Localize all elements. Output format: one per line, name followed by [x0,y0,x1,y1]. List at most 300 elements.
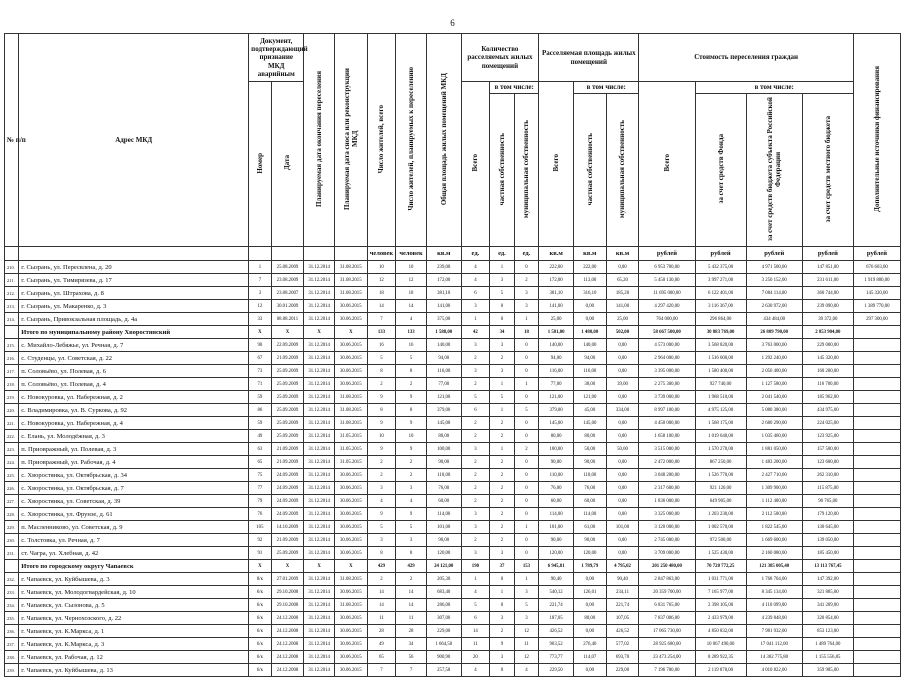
value-cell: 11 [514,638,539,651]
value-cell [853,612,900,625]
header-area-total: Всего [539,82,574,247]
value-cell: X [334,326,367,339]
row-number: 222. [5,430,19,443]
value-cell: 21.09.2009 [271,443,304,456]
value-cell: 114,00 [426,508,461,521]
value-cell: 4 [461,261,490,274]
value-cell: 133 [367,326,396,339]
address-cell: п. Масленниково, ул. Советская, д. 9 [19,521,249,534]
value-cell: 25.09.2009 [271,365,304,378]
value-cell: 4 850 832,00 [695,625,746,638]
value-cell: 222,00 [573,261,606,274]
value-cell: 160 200,00 [802,365,853,378]
row-number: 231. [5,547,19,560]
value-cell: 0 [514,482,539,495]
value-cell: 1 669 600,00 [746,534,802,547]
value-cell: 140,00 [539,339,574,352]
value-cell: 0,00 [606,469,639,482]
value-cell: 31.12.2014 [304,599,335,612]
value-cell: 190 [461,560,490,573]
value-cell: 18 [514,326,539,339]
value-cell: 31.12.2014 [304,352,335,365]
table-row [5,287,901,300]
header-planned-end: Планируемая дата окончания переселения [304,34,335,247]
value-cell: 10 [367,261,396,274]
value-cell: 34 [490,326,515,339]
value-cell: 141,00 [426,300,461,313]
value-cell: 1 [514,378,539,391]
value-cell: 321 885,00 [802,586,853,599]
header-planned-demolition: Планируемая дата сноса или реконструкции МКД [334,34,367,247]
value-cell: 5 [396,352,427,365]
value-cell: 4 975 125,00 [695,404,746,417]
value-cell: 0,00 [606,534,639,547]
value-cell: 14 [396,300,427,313]
value-cell: 141,00 [606,300,639,313]
value-cell: 0,00 [573,313,606,326]
value-cell: 3 763 000,00 [746,339,802,352]
value-cell: 5 450 130,00 [639,274,695,287]
value-cell: 1 [490,404,515,417]
row-number: 229. [5,521,19,534]
address-cell: п. Соловьёво, ул. Полевая, д. 4 [19,378,249,391]
value-cell: 426,52 [539,625,574,638]
table-row [5,300,901,313]
total-row [5,326,901,339]
value-cell [853,599,900,612]
unit-cell: ед. [461,247,490,261]
value-cell: 229,50 [539,664,574,677]
value-cell: 31.12.2014 [304,521,335,534]
value-cell: 5 [396,521,427,534]
value-cell: 21.09.2009 [271,456,304,469]
value-cell: 2 [367,573,396,586]
value-cell: 2 [461,495,490,508]
value-cell: 6 831 765,00 [639,599,695,612]
value-cell: 3 515 000,00 [639,443,695,456]
value-cell: 3 [396,534,427,547]
row-number: 217. [5,365,19,378]
value-cell: 9 [396,417,427,430]
row-number: 226. [5,482,19,495]
value-cell: 234,11 [606,586,639,599]
value-cell: 8 [367,365,396,378]
value-cell: 7 837 006,00 [639,612,695,625]
value-cell: 1 568 175,00 [695,417,746,430]
value-cell: 4 [514,664,539,677]
value-cell: 2 [367,469,396,482]
value-cell: 297 300,00 [853,313,900,326]
resettlement-table [4,33,901,677]
value-cell: 101,00 [539,521,574,534]
value-cell: 29.10.2008 [271,599,304,612]
value-cell: 31.08.2015 [334,391,367,404]
value-cell: 0,00 [573,573,606,586]
value-cell: 90,00 [573,456,606,469]
value-cell: 5 [461,599,490,612]
value-cell: 5 080 380,00 [746,404,802,417]
value-cell: 9 [396,391,427,404]
value-cell: 683,40 [426,586,461,599]
value-cell: 379,00 [539,404,574,417]
value-cell: 21.09.2009 [271,352,304,365]
page-number: 6 [450,18,455,28]
value-cell: 9 [367,391,396,404]
value-cell: 90 [249,339,271,352]
row-number: 232. [5,573,19,586]
value-cell: 16 [367,339,396,352]
value-cell: 1 292 240,00 [746,352,802,365]
value-cell: 10 [396,430,427,443]
value-cell: 25.09.2009 [271,404,304,417]
value-cell: 50,00 [606,443,639,456]
value-cell: 31.12.2014 [304,664,335,677]
value-cell: 7 165 977,00 [695,586,746,599]
value-cell: 31.12.2014 [304,339,335,352]
row-number: 221. [5,417,19,430]
value-cell: 65 [367,651,396,664]
value-cell: 2 680 290,00 [746,417,802,430]
header-area-private: частная собственность [573,94,606,247]
unit-cell: человек [396,247,427,261]
unit-cell: ед. [514,247,539,261]
value-cell: 231 611,00 [802,274,853,287]
value-cell: 239 090,00 [802,300,853,313]
value-cell: 60,00 [539,495,574,508]
value-cell: 0,00 [573,300,606,313]
value-cell: 80,00 [426,430,461,443]
table-row [5,495,901,508]
value-cell: 61,00 [573,521,606,534]
value-cell: 24 121,00 [426,560,461,573]
value-cell: 0 [514,547,539,560]
value-cell: 30 883 769,00 [695,326,746,339]
value-cell: 79 [249,495,271,508]
value-cell: 229,00 [426,625,461,638]
value-cell: 2 275 300,00 [639,378,695,391]
value-cell: 30.06.2015 [334,352,367,365]
value-cell: 90,00 [426,534,461,547]
value-cell: 10 067 490,00 [695,638,746,651]
value-cell: 0,00 [606,352,639,365]
value-cell: 9 [396,508,427,521]
value-cell: 31.12.2014 [304,651,335,664]
value-cell: 320 854,00 [802,612,853,625]
value-cell: 3 568 820,00 [695,339,746,352]
table-row [5,391,901,404]
value-cell: 2 964 000,00 [639,352,695,365]
value-cell: 1 112 400,00 [746,495,802,508]
value-cell: 110,00 [539,469,574,482]
value-cell: 12 [396,274,427,287]
value-cell: 145,00 [573,417,606,430]
value-cell: 31.12.2014 [304,573,335,586]
value-cell: 6 945,81 [539,560,574,573]
value-cell [853,573,900,586]
value-cell: 77 [249,482,271,495]
unit-cell: рублей [853,247,900,261]
value-cell: 1 [461,313,490,326]
value-cell: 0,00 [606,547,639,560]
value-cell: 853 123,00 [802,625,853,638]
value-cell: 24.09.2009 [271,495,304,508]
value-cell: 2 [490,625,515,638]
value-cell: 3 116 367,00 [695,300,746,313]
header-area-group: Расселяемая площадь жилых помещений [539,34,639,82]
value-cell: 221,74 [606,599,639,612]
value-cell: 31.12.2014 [304,469,335,482]
header-cost-subject: за счет средств бюджета субъекта Российской Федерации [746,94,802,247]
value-cell: 4 [396,495,427,508]
value-cell: 426,52 [606,625,639,638]
value-cell: 3 250 152,00 [746,274,802,287]
value-cell: 921 120,00 [695,482,746,495]
value-cell: 379,00 [426,404,461,417]
value-cell: 0,00 [606,482,639,495]
header-area-municipal: муниципальная собственность [606,94,639,247]
address-cell: с. Хворостянка, ул. Октябрьская, д. 34 [19,469,249,482]
value-cell: 2 [461,352,490,365]
value-cell: 100,00 [539,443,574,456]
value-cell: 6/к [249,638,271,651]
value-cell: 121,00 [573,391,606,404]
value-cell: 1 [514,573,539,586]
unit-cell: кв.м [573,247,606,261]
value-cell: 2 [490,417,515,430]
value-cell: 2 [396,573,427,586]
value-cell: 434 975,00 [802,404,853,417]
value-cell: 2 472 000,00 [639,456,695,469]
header-extra-sources: Дополнительные источники финансирования [853,34,900,247]
header-document: Документ, подтверждающий признание МКД аварийным [249,34,304,82]
value-cell: 0 [514,261,539,274]
value-cell: 229 000,00 [802,339,853,352]
value-cell: 1 480,00 [573,326,606,339]
value-cell [853,365,900,378]
row-number: 228. [5,508,19,521]
header-address: Адрес МКД [19,34,249,247]
value-cell: 1 789,79 [573,560,606,573]
value-cell: 3 [461,521,490,534]
value-cell: 296 864,00 [695,313,746,326]
header-cost-fund: за счет средств Фонда [695,94,746,247]
value-cell: 262 310,00 [802,469,853,482]
value-cell: 11 [396,612,427,625]
value-cell: 90,40 [539,573,574,586]
value-cell: 3 [490,339,515,352]
value-cell: 11 [367,612,396,625]
value-cell: 114,00 [539,508,574,521]
value-cell: 33 [249,313,271,326]
value-cell: 31.12.2014 [304,456,335,469]
header-rooms-municipal: муниципальная собственность [514,94,539,247]
table-row [5,625,901,638]
value-cell: 2 [514,274,539,287]
value-cell: 28 925 680,00 [639,638,695,651]
value-cell: 0 [490,573,515,586]
value-cell: 123 600,00 [802,456,853,469]
header-rooms-including: в том числе: [490,82,539,94]
value-cell: 140,00 [426,339,461,352]
value-cell: 31.08.2015 [334,573,367,586]
value-cell: 0 [514,430,539,443]
value-cell: 8 [367,547,396,560]
value-cell: 115 875,00 [802,482,853,495]
value-cell: 120,00 [426,547,461,560]
table-row [5,599,901,612]
value-cell: 12 [514,625,539,638]
value-cell: 2 [490,534,515,547]
address-cell: г. Чапаевск, ул. Сызонова, д. 5 [19,599,249,612]
value-cell: 2 041 540,00 [746,391,802,404]
value-cell: 24.09.2009 [271,508,304,521]
value-cell: 30.06.2015 [334,469,367,482]
unit-cell: рублей [802,247,853,261]
value-cell: 31.12.2014 [304,378,335,391]
value-cell: 1 127 580,00 [746,378,802,391]
value-cell: 1 968 510,00 [695,391,746,404]
value-cell: 2 160 080,00 [746,547,802,560]
value-cell: 37 [490,560,515,573]
value-cell: 8 997 100,00 [639,404,695,417]
value-cell: 28 [367,625,396,638]
address-cell: г. Сызрань, ул. Штрахова, д. 8 [19,287,249,300]
value-cell [853,547,900,560]
value-cell: 172,00 [426,274,461,287]
address-cell: г. Чапаевск, ул. Куйбышева, д. 3 [19,573,249,586]
value-cell: 4 971 500,00 [746,261,802,274]
value-cell: 116,00 [426,365,461,378]
value-cell: 105 [249,521,271,534]
value-cell: 2 [490,430,515,443]
value-cell: 30.01.2009 [271,300,304,313]
value-cell: 2 [490,469,515,482]
value-cell: 3 [514,612,539,625]
value-cell: 316,10 [573,287,606,300]
value-cell: 157 500,00 [802,443,853,456]
address-cell: с. Елань, ул. Молодёжная, д. 3 [19,430,249,443]
value-cell: 4 450 000,00 [639,417,695,430]
value-cell: 6/к [249,612,271,625]
value-cell: 8 289 922,35 [695,651,746,664]
value-cell: 205,30 [426,573,461,586]
value-cell: 153 [514,560,539,573]
value-cell: 2 [461,534,490,547]
value-cell: 7 [249,274,271,287]
value-cell: 8 [396,365,427,378]
table-row [5,664,901,677]
value-cell: 764 000,00 [639,313,695,326]
address-cell: Итого по городскому округу Чапаевск [19,560,249,573]
value-cell: 375,00 [426,313,461,326]
value-cell: 0,00 [573,625,606,638]
value-cell: 140,00 [573,339,606,352]
table-row [5,534,901,547]
value-cell: 1 309 900,00 [746,482,802,495]
row-number: 230. [5,534,19,547]
value-cell: 145,00 [426,417,461,430]
value-cell: 0 [514,391,539,404]
value-cell: 224 025,00 [802,417,853,430]
value-cell: 1 526 770,00 [695,469,746,482]
value-cell [853,482,900,495]
value-cell: 927 740,00 [695,378,746,391]
value-cell: 2 [461,430,490,443]
value-cell: 1 [461,573,490,586]
value-cell: 23.08.2009 [271,274,304,287]
value-cell: 121 385 005,40 [746,560,802,573]
table-row [5,547,901,560]
address-cell: г. Чапаевск, ул. Чернохозского, д. 22 [19,612,249,625]
value-cell: 0 [514,508,539,521]
value-cell [853,651,900,664]
value-cell: 4 239 848,00 [746,612,802,625]
value-cell: X [304,326,335,339]
value-cell: 4 297 420,00 [639,300,695,313]
value-cell: 26 809 790,00 [746,326,802,339]
value-cell [853,404,900,417]
value-cell: 10 [396,261,427,274]
value-cell: 14 [367,586,396,599]
value-cell: 0 [514,534,539,547]
value-cell: 221,74 [539,599,574,612]
value-cell: 92 [249,534,271,547]
value-cell: 60,00 [426,495,461,508]
value-cell: 12 [514,651,539,664]
value-cell: 110,00 [573,469,606,482]
value-cell: 31.12.2014 [304,417,335,430]
table-row [5,469,901,482]
value-cell: 121,00 [426,391,461,404]
value-cell: 3 [249,287,271,300]
row-number: 214. [5,313,19,326]
value-cell: 5 432 375,00 [695,261,746,274]
value-cell: 3 [367,534,396,547]
value-cell: 1 768 704,00 [746,573,802,586]
value-cell: 31.05.2015 [334,456,367,469]
value-cell: 773,77 [539,651,574,664]
value-cell: 359 985,00 [802,664,853,677]
value-cell: 31.12.2014 [304,404,335,417]
header-cost-group: Стоимость переселения граждан [639,34,854,82]
value-cell: 0 [490,664,515,677]
value-cell: 2 745 000,00 [639,534,695,547]
row-number: 211. [5,274,19,287]
value-cell: 0,00 [606,261,639,274]
value-cell: 2 [490,521,515,534]
value-cell: 25.09.2009 [271,547,304,560]
value-cell: 1 836 000,00 [639,495,695,508]
address-cell: г. Чапаевск, ул. К.Маркса, д. 1 [19,625,249,638]
value-cell: 30.06.2015 [334,508,367,521]
value-cell: X [249,326,271,339]
value-cell: 5 [514,404,539,417]
value-cell: 86 [249,404,271,417]
value-cell: 22.09.2009 [271,339,304,352]
value-cell: 341 209,00 [802,599,853,612]
table-row [5,365,901,378]
address-cell: с. Толстовка, ул. Речная, д. 7 [19,534,249,547]
value-cell [853,391,900,404]
value-cell: 145 320,00 [802,352,853,365]
value-cell: 3 [490,612,515,625]
value-cell: 31.12.2014 [304,443,335,456]
value-cell: 90 765,00 [802,495,853,508]
value-cell: 31.12.2014 [304,508,335,521]
value-cell: 30.06.2015 [334,625,367,638]
row-number: 223. [5,443,19,456]
value-cell: 360 744,00 [802,287,853,300]
